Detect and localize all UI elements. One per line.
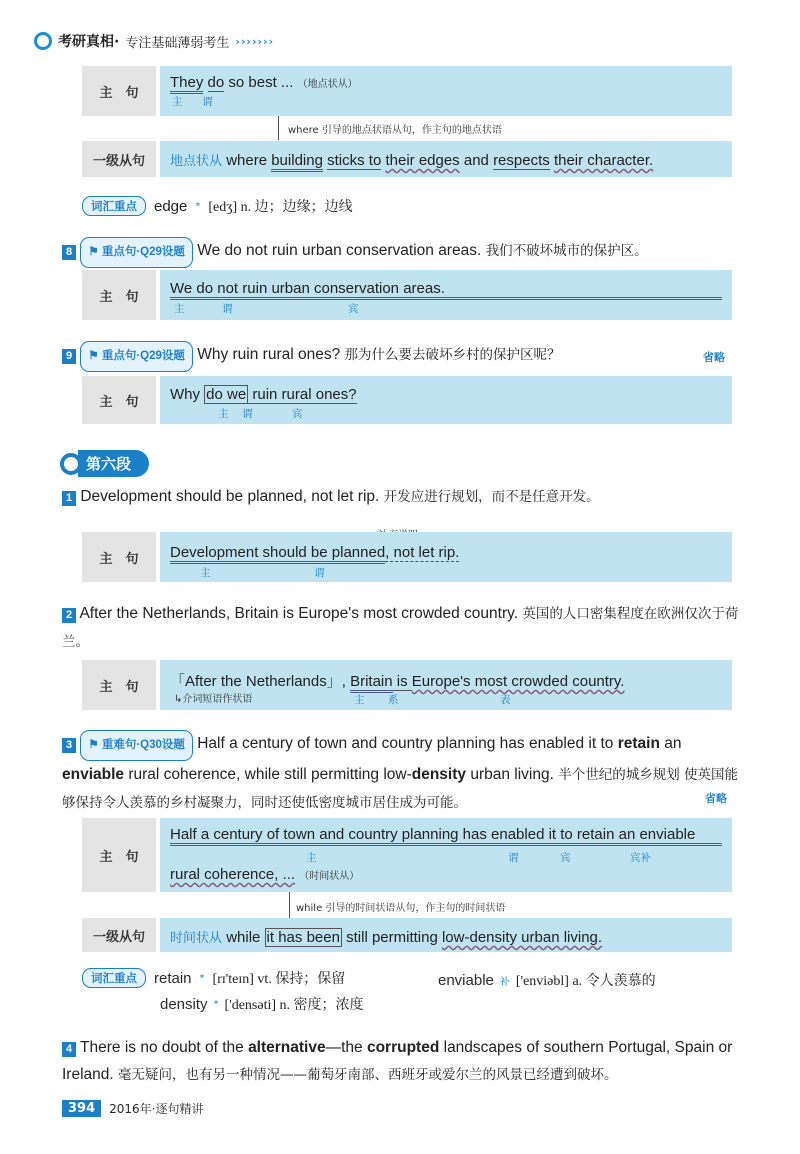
subject-mark: 主 (172, 96, 183, 108)
link-mark: 系 (388, 694, 399, 706)
sub-clause-row (82, 918, 732, 952)
sentence-rest: ruin rural ones? (248, 386, 357, 403)
header-subtitle: 专注基础薄弱考生 (125, 35, 230, 51)
vocab-line (82, 196, 353, 216)
subject-word: They (170, 74, 203, 94)
clause-object: their edges (385, 152, 460, 169)
object-mark: 宾 (292, 408, 303, 420)
boxed-words: do we (206, 386, 247, 403)
clause-word: still permitting (341, 929, 442, 946)
omit-mark: 省略 (703, 351, 725, 364)
logo-q-icon (34, 32, 52, 50)
clause-object: low-density urban living. (441, 929, 603, 946)
chinese-text: 开发应进行规划，而不是任意开发。 (383, 489, 600, 505)
section-heading (60, 450, 149, 477)
english-text: Half a century of town and country planning has enabled it to (197, 735, 618, 752)
keyword: retain (617, 735, 660, 752)
predicate-mark: 谓 (508, 852, 519, 864)
english-text: Why ruin rural ones? (197, 346, 341, 363)
supplement-words: , not let rip. (385, 544, 460, 561)
predicative-words: Europe's most crowded country. (411, 673, 625, 690)
main-clause-row (82, 376, 732, 424)
main-clause-row (82, 818, 732, 892)
english-text: After the Netherlands, Britain is Europe's most crowded country. (79, 605, 519, 622)
flag-tag: ⚑ 重点句·Q29设题 (80, 237, 193, 268)
chinese-text: 毫无疑问，也有另一种情况——葡萄牙南部、西班牙或爱尔兰的风景已经遭到破坏。 (118, 1067, 618, 1083)
sentence-number: 2 (62, 608, 76, 623)
chinese-text: 使英国能够保持令人羡慕的乡村凝聚力，同时还使低密度城市居住成为可能。 (62, 767, 739, 811)
connector-line (278, 116, 279, 140)
english-text: We do not ruin urban conservation areas. (197, 242, 482, 259)
row-body (160, 818, 732, 892)
sentence-number: 1 (62, 491, 76, 506)
adverbial-note: 介词短语作状语 (182, 694, 253, 705)
subject-mark: 主 (174, 303, 185, 315)
row-label: 一级从句 (82, 141, 156, 177)
row-label: 主 句 (82, 660, 156, 710)
row-body (160, 532, 732, 582)
predicate-word: do (207, 74, 225, 91)
vocab-word: enviable (438, 971, 494, 989)
row-label: 主 句 (82, 532, 156, 582)
vocab-line (160, 994, 364, 1014)
sentence-line: rural coherence, ... (170, 866, 296, 883)
row-body (160, 66, 732, 116)
page-header (34, 28, 274, 54)
clause-tag: 地点状从 (170, 153, 223, 168)
section-title: 第六段 (78, 450, 149, 477)
clause-word: and (463, 152, 489, 169)
vocab-entry: [edʒ] n. 边；边缘；边线 (208, 200, 353, 215)
clause-note: （地点状从） (297, 79, 358, 90)
english-text: urban living. (466, 766, 554, 783)
vocab-entry: [rɪ'teɪn] vt. 保持；保留 (212, 972, 346, 987)
sentence-9 (62, 341, 742, 372)
sentence-word: Why (170, 386, 205, 403)
paragraph-2 (62, 600, 742, 656)
row-label: 主 句 (82, 818, 156, 892)
page-footer (62, 1100, 204, 1117)
vocab-line (82, 968, 345, 988)
row-body: 「After the Netherlands」, Britain is Europe's most crowded country. ↳介词短语作状语 主 系 表 (160, 660, 732, 710)
predicate-mark: 谓 (314, 567, 325, 579)
connector-note: where 引导的地点状语从句，作主句的地点状语 (288, 125, 502, 136)
clause-note: （时间状从） (299, 871, 360, 882)
page-number: 394 (62, 1100, 101, 1117)
sub-clause-row (82, 141, 732, 177)
clause-predicate: sticks to (327, 152, 382, 169)
subject-mark: 主 (306, 852, 317, 864)
subject-mark: 主 (218, 408, 229, 420)
flag-tag: ⚑ 重难句·Q30设题 (80, 730, 193, 761)
chinese-text: 我们不破坏城市的保护区。 (485, 243, 648, 259)
connector-note: while 引导的时间状语从句，作主句的时间状语 (296, 903, 506, 914)
supplement-mark: 补 (499, 976, 510, 988)
sentence-number: 9 (62, 349, 76, 364)
subject-word: Britain (350, 673, 393, 693)
clause-word: where (226, 152, 268, 169)
object-mark: 宾 (560, 852, 571, 864)
header-title: 考研真相· (58, 34, 120, 50)
row-label: 主 句 (82, 66, 156, 116)
row-label: 主 句 (82, 376, 156, 424)
flag-label: 重点句·Q29设题 (101, 246, 185, 258)
row-label: 一级从句 (82, 918, 156, 952)
english-text: landscapes of southern Portugal, Spain or Ireland. (62, 1039, 733, 1083)
adverbial-phrase: 「After the Netherlands」, (170, 673, 351, 690)
sentence-number: 4 (62, 1042, 76, 1057)
english-text: Development should be planned, not let rip. (80, 488, 380, 505)
english-text: rural coherence, while still permitting low- (124, 766, 412, 783)
keyword: alternative (248, 1039, 326, 1056)
sentence-line: Half a century of town and country planning has enabled it to retain an enviable (170, 826, 722, 846)
vocab-line (438, 970, 656, 990)
vocab-entry: ['densəti] n. 密度；浓度 (224, 998, 364, 1013)
predicative-mark: 表 (500, 694, 511, 706)
vocab-tag: 词汇重点 (82, 968, 146, 988)
keyword: corrupted (366, 1039, 440, 1056)
flag-tag: ⚑ 重点句·Q29设题 (80, 341, 193, 372)
subject-mark: 主 (354, 694, 365, 706)
vocab-entry: ['enviəbl] a. 令人羡慕的 (515, 974, 656, 989)
vocab-word: density (160, 995, 208, 1013)
row-body (160, 270, 732, 320)
paragraph-4 (62, 1034, 742, 1089)
paragraph-1 (62, 483, 742, 511)
flag-label: 重难句·Q30设题 (101, 739, 185, 751)
object-mark: 宾 (348, 303, 359, 315)
predicate-mark: 谓 (202, 96, 213, 108)
row-body (160, 376, 732, 424)
header-arrows-icon: ››››››› (235, 34, 275, 48)
omit-mark: 省略 (705, 792, 727, 805)
keyword: enviable (62, 766, 125, 783)
keyword: density (411, 766, 467, 783)
row-label: 主 句 (82, 270, 156, 320)
sentence-text: We do not ruin urban conservation areas. (170, 280, 722, 300)
vocab-tag: 词汇重点 (82, 196, 146, 216)
object-complement-mark: 宾补 (630, 852, 651, 864)
connector-line (289, 892, 290, 918)
row-body (160, 141, 732, 177)
main-clause-row (82, 270, 732, 320)
subject-mark: 主 (200, 567, 211, 579)
sentence-rest: so best ... (224, 74, 294, 91)
paragraph-3 (62, 730, 742, 817)
sentence-number: 8 (62, 245, 76, 260)
sentence-number: 3 (62, 738, 76, 753)
main-clause-row (82, 532, 732, 582)
vocab-word: retain (154, 969, 192, 987)
flag-label: 重点句·Q29设题 (101, 350, 185, 362)
english-text: an (659, 735, 682, 752)
link-word: is (392, 673, 412, 690)
row-body (160, 918, 732, 952)
vocab-word: edge (154, 197, 188, 215)
predicate-words: should be planned (258, 544, 385, 564)
chinese-text: 那为什么要去破坏乡村的保护区呢？ (344, 347, 561, 363)
predicate-mark: 谓 (222, 303, 233, 315)
english-text: There is no doubt of the (80, 1039, 249, 1056)
main-clause-row (82, 660, 732, 710)
sentence-8 (62, 237, 742, 268)
footer-text: 2016年·逐句精讲 (109, 1102, 204, 1116)
clause-subject: building (271, 152, 323, 172)
chinese-text: 英国的人口密集程度在欧洲仅次于荷兰。 (62, 606, 739, 650)
english-text: —the (325, 1039, 367, 1056)
star-icon: * (195, 200, 201, 212)
subject-word: Development (170, 544, 258, 564)
clause-word: while (226, 929, 265, 946)
star-icon: * (213, 998, 219, 1010)
boxed-words: it has been (266, 929, 340, 946)
predicate-mark: 谓 (242, 408, 253, 420)
clause-object: their character. (553, 152, 654, 169)
clause-predicate: respects (493, 152, 550, 169)
chinese-text: 半个世纪的城乡规划 (558, 767, 680, 783)
star-icon: * (199, 972, 205, 984)
clause-tag: 时间状从 (170, 930, 223, 945)
main-clause-row (82, 66, 732, 116)
